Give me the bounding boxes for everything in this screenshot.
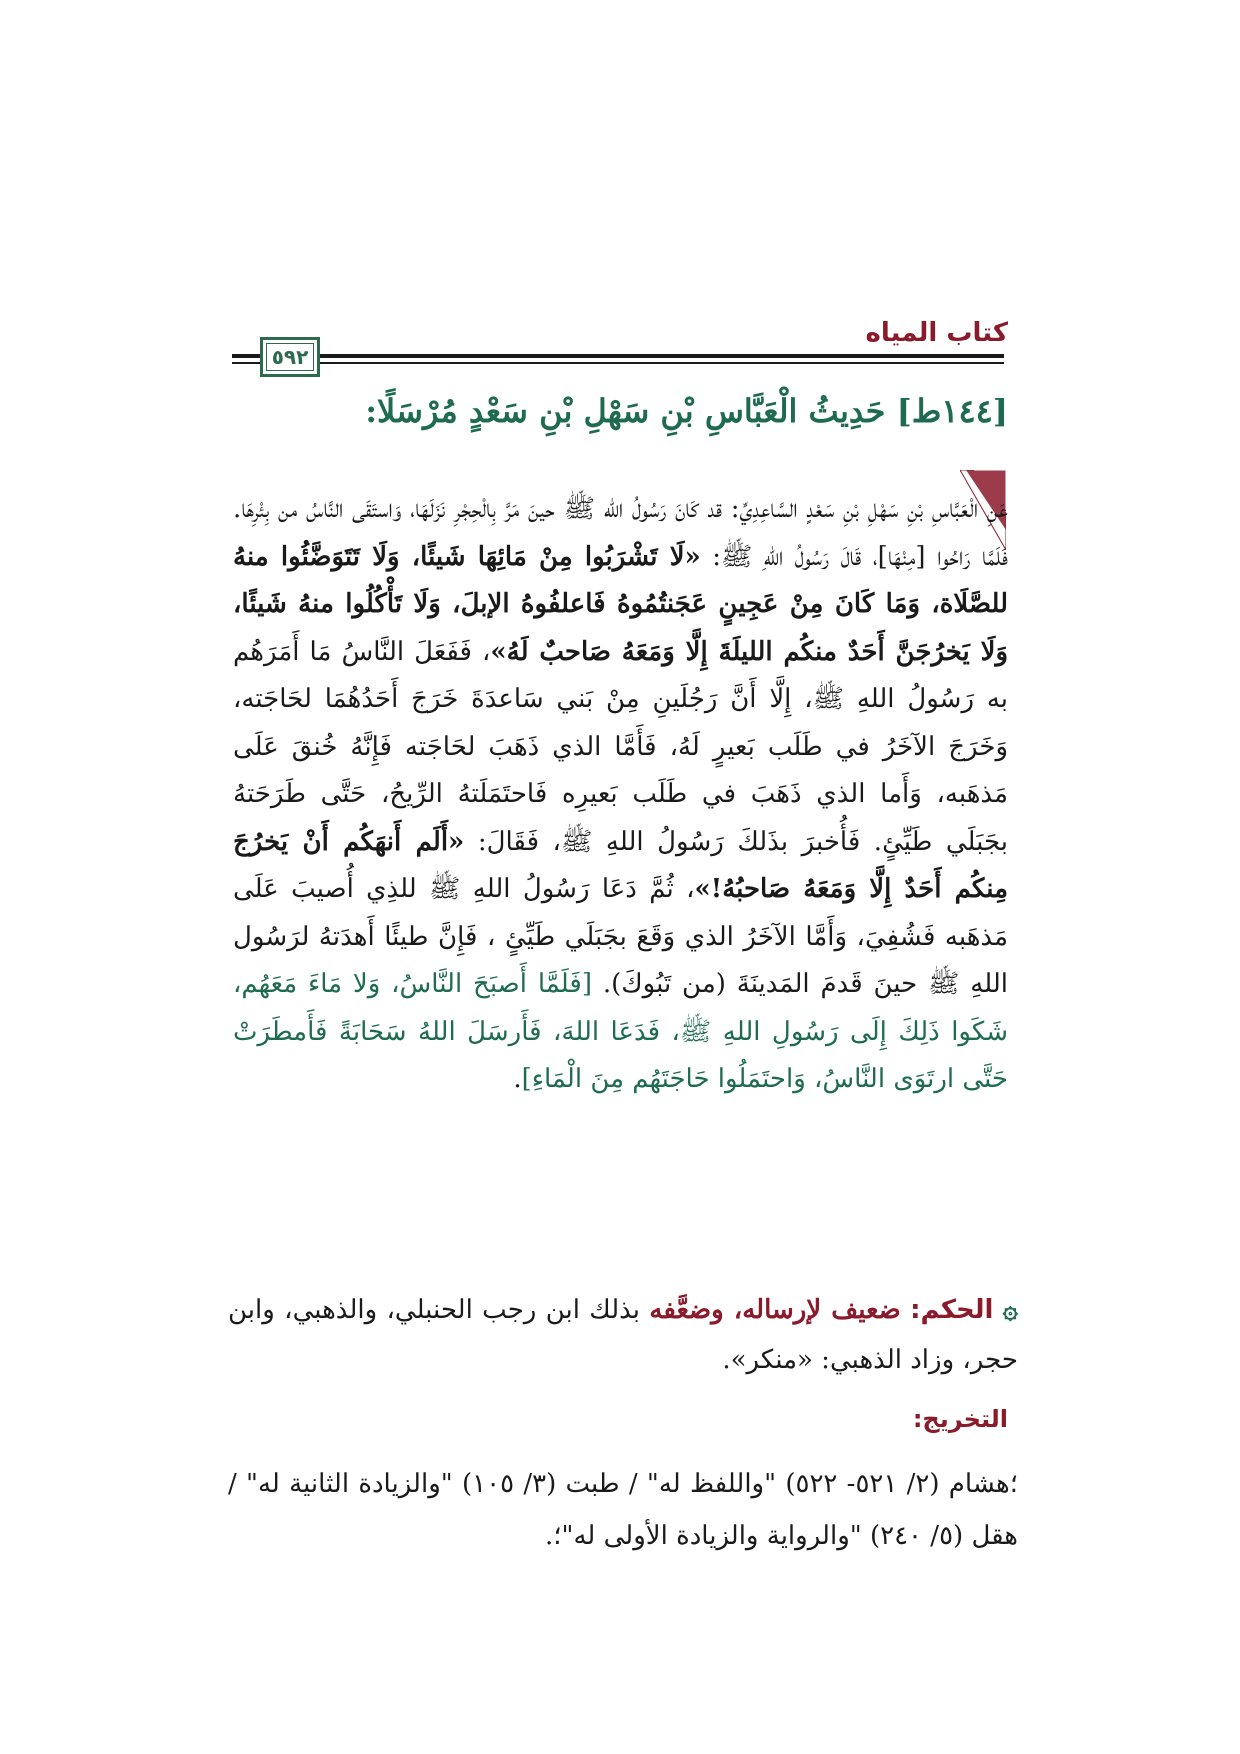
ruling-grade: ضعيف لإرساله، وضعَّفه — [649, 1295, 901, 1325]
header-rule-thin — [232, 362, 1004, 364]
hadith-text-4: . — [513, 1064, 522, 1094]
takhrij-text: ؛هشام (٢/ ٥٢١- ٥٢٢) "واللفظ له" / طبت (٣/ ١٠٥) "والزيادة الثانية له" / هقل (٥/ ٢٤٠) "والرواية والزيادة الأولى له"؛. — [228, 1469, 1018, 1551]
ruling-paragraph — [228, 1285, 1018, 1385]
green-addition: [فَلَمَّا أَصبَحَ النَّاسُ، وَلا مَاءَ مَعَهُم، شَكَوا ذَلِكَ إِلَى رَسُولِ اللهِ ﷺ، فَدَعَا اللهَ، فَأَرسَلَ اللهُ سَحَابَةً فَأَمطَرَتْ حَتَّى ارتَوَى النَّاسُ، وَاحتَمَلُوا حَاجَتَهُم مِنَ الْمَاءِ] — [233, 969, 1008, 1094]
page-number: ٥٩٢ — [266, 343, 314, 371]
section-heading: [١٤٤ط] حَدِيثُ الْعَبَّاسِ بْنِ سَهْلِ بْنِ سَعْدٍ مُرْسَلًا: — [365, 392, 1008, 430]
hadith-text-2: ، فَفَعَلَ النَّاسُ مَا أَمَرَهُم به رَسُولُ اللهِ ﷺ، إِلَّا أَنَّ رَجُلَينِ مِنْ بَني سَاعدَةَ خَرَجَ أَحَدُهُمَا لحَاجَته، وَخَرَجَ الآخَرُ في طَلَب بَعيرٍ لَهُ، فَأَمَّا الذي ذَهَبَ لحَاجَته فَإِنَّهُ خُنقَ عَلَى مَذهَبه، وَأَما الذي ذَهَبَ في طَلَب بَعيرِه فَاحتَمَلَتهُ الرِّيحُ، حَتَّى طَرَحَتهُ بجَبَلَي طَيِّئٍ. فَأُخبرَ بذَلكَ رَسُولُ اللهِ ﷺ، فَقَالَ: — [233, 636, 1008, 857]
ruling-label: الحكم: — [910, 1295, 994, 1325]
hadith-text-1: عَنِ الْعَبَّاسِ بْنِ سَهْلِ بْنِ سَعْدٍ السَّاعِدِيِّ: قد كَانَ رَسُولُ الله ﷺ حينَ مَرَّ بِالْحِجْرِ نَزَلَهَا، وَاستَقَى النَّاسُ من بِئْرِهَا. فَلَمَّا رَاحُوا [مِنْهَا]، قَالَ رَسُولُ اللهِ ﷺ: — [233, 494, 1009, 572]
hadith-body — [233, 486, 1008, 1104]
flower-icon: ۞ — [1002, 1295, 1019, 1325]
prophet-quote-2: «أَلَم أَنهَكُم أَنْ يَخرُجَ مِنكُم أَحَدٌ إِلَّا وَمَعَهُ صَاحبُهُ!» — [233, 826, 1009, 904]
takhrij-label: التخريج: — [912, 1405, 1008, 1433]
ruling-text: بذلك ابن رجب الحنبلي، والذهبي، وابن حجر، وزاد الذهبي: «منكر». — [228, 1295, 1018, 1375]
hadith-text-3: ، ثُمَّ دَعَا رَسُولُ اللهِ ﷺ للذِي أُصيبَ عَلَى مَذهَبه فَشُفِيَ، وَأَمَّا الآخَرُ الذي وَقَعَ بجَبَلَي طَيِّئٍ ، فَإِنَّ طيئًا أَهدَتهُ لرَسُول اللهِ ﷺ حينَ قَدمَ المَدينَةَ (من تَبُوكَ). — [233, 874, 1008, 999]
book-title: كتاب المياه — [865, 318, 1008, 348]
page-number-frame — [260, 337, 320, 377]
prophet-quote-1: «لَا تَشْرَبُوا مِنْ مَائِهَا شَيئًا، وَلَا تَتَوَضَّئُوا منهُ للصَّلَاة، وَمَا كَانَ مِنْ عَجِينٍ عَجَنتُمُوهُ فَاعلفُوهُ الإبلَ، وَلَا تَأْكُلُوا منهُ شَيئًا، وَلَا يَخرُجَنَّ أَحَدٌ منكُم الليلَةَ إِلَّا وَمَعَهُ صَاحبٌ لَهُ» — [233, 541, 1008, 667]
header-rule-thick — [232, 354, 1004, 358]
